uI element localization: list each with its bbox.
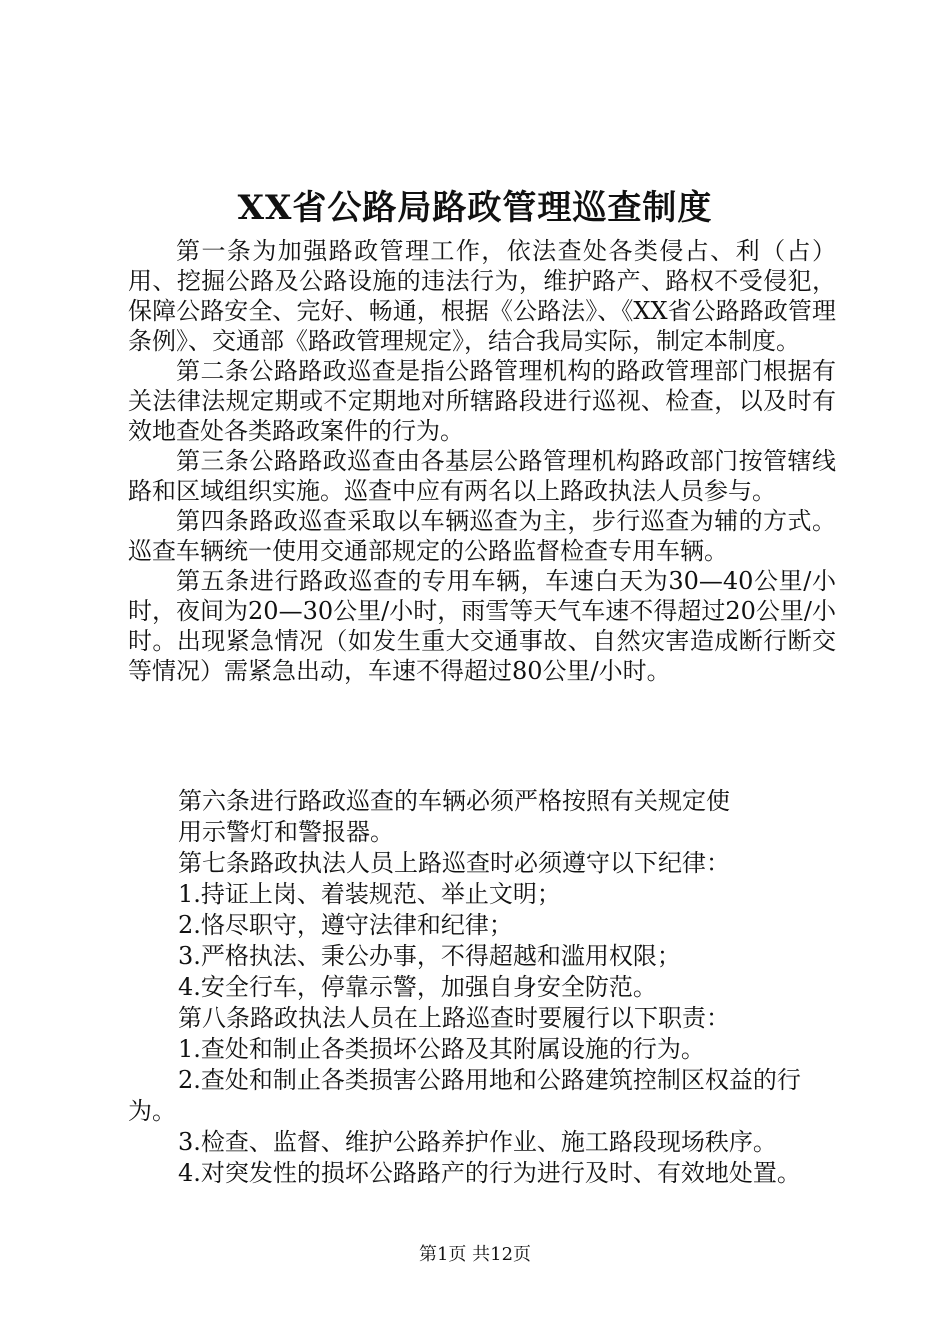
list-item-discipline-3: 3.严格执法、秉公办事，不得超越和滥用权限； (178, 942, 681, 970)
document-body (128, 236, 836, 686)
paragraph-article-3: 第三条公路路政巡查由各基层公路管理机构路政部门按管辖线路和区域组织实施。巡查中应有两名以上路政执法人员参与。 (128, 447, 836, 505)
paragraph-article-2: 第二条公路路政巡查是指公路管理机构的路政管理部门根据有关法律法规定期或不定期地对所辖路段进行巡视、检查，以及时有效地查处各类路政案件的行为。 (128, 357, 836, 445)
paragraph-article-4: 第四条路政巡查采取以车辆巡查为主，步行巡查为辅的方式。巡查车辆统一使用交通部规定的公路监督检查专用车辆。 (128, 507, 836, 565)
list-item-duty-3: 3.检查、监督、维护公路养护作业、施工路段现场秩序。 (178, 1128, 777, 1156)
list-item-duty-1: 1.查处和制止各类损坏公路及其附属设施的行为。 (178, 1035, 705, 1063)
list-item-discipline-4: 4.安全行车，停靠示警，加强自身安全防范。 (178, 973, 657, 1001)
list-item-discipline-1: 1.持证上岗、着装规范、举止文明； (178, 880, 561, 908)
paragraph-article-5: 第五条进行路政巡查的专用车辆，车速白天为30—40公里/小时，夜间为20—30公里/小时，雨雪等天气车速不得超过20公里/小时。出现紧急情况（如发生重大交通事故、自然灾害造成断行断交等情况）需紧急出动，车速不得超过80公里/小时。 (128, 567, 836, 685)
list-item-discipline-2: 2.恪尽职守，遵守法律和纪律； (178, 911, 513, 939)
document-list-section (128, 786, 848, 1189)
line-article-6-a: 第六条进行路政巡查的车辆必须严格按照有关规定使 (178, 787, 730, 815)
list-item-duty-4: 4.对突发性的损坏公路路产的行为进行及时、有效地处置。 (178, 1159, 801, 1187)
page-number-footer: 第1页 共12页 (418, 1244, 532, 1265)
paragraph-article-1: 第一条为加强路政管理工作，依法查处各类侵占、利（占）用、挖掘公路及公路设施的违法行为，维护路产、路权不受侵犯，保障公路安全、完好、畅通，根据《公路法》、《XX省公路路政管理条例》、交通部《路政管理规定》，结合我局实际，制定本制度。 (128, 237, 836, 355)
list-item-duty-2: 2.查处和制止各类损害公路用地和公路建筑控制区权益的行为。 (128, 1066, 801, 1125)
line-article-8: 第八条路政执法人员在上路巡查时要履行以下职责： (178, 1004, 730, 1032)
document-title: XX省公路局路政管理巡查制度 (237, 188, 713, 228)
line-article-7: 第七条路政执法人员上路巡查时必须遵守以下纪律： (178, 849, 730, 877)
line-article-6-b: 用示警灯和警报器。 (178, 818, 394, 846)
